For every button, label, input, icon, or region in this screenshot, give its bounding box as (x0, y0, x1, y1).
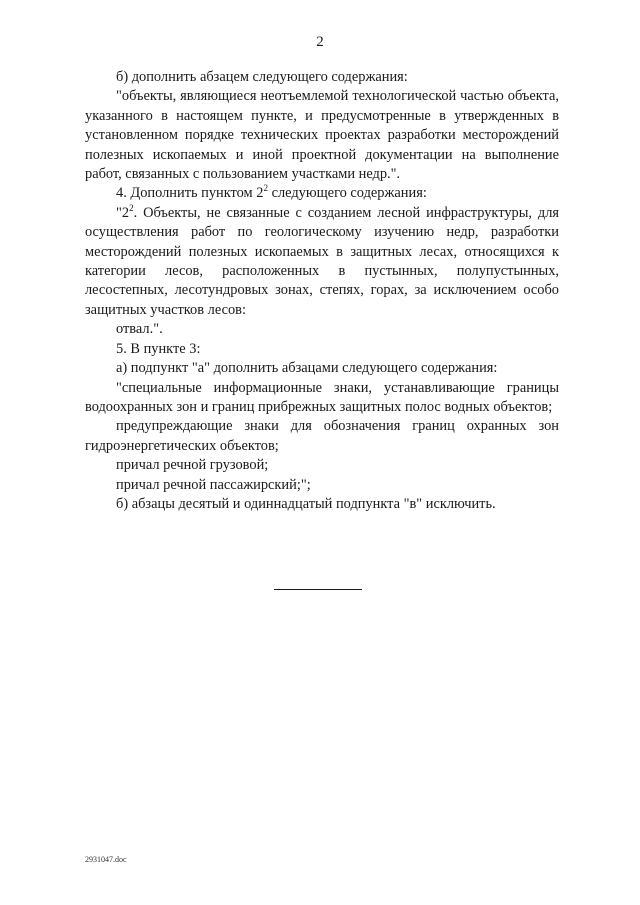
paragraph-item-5: 5. В пункте 3: (116, 340, 201, 357)
paragraph-item-4 (85, 184, 559, 203)
paragraph-b-intro: б) дополнить абзацем следующего содержания: (116, 69, 408, 85)
paragraph-a-intro: а) подпункт "а" дополнить абзацами следующего содержания: (116, 360, 498, 377)
superscript: 2 (263, 183, 268, 194)
paragraph-cargo-pier: причал речной грузовой; (116, 457, 269, 474)
paragraph-info-signs: "специальные информационные знаки, устанавливающие границы водоохранных зон и границ прибрежных защитных полос водных объектов; (85, 379, 559, 415)
document-body (85, 68, 559, 514)
paragraph-passenger-pier: причал речной пассажирский;"; (116, 476, 311, 493)
quote-2-2-text: . Объекты, не связанные с созданием лесной инфраструктуры, для осуществления работ по геологическому изучению недр, разработки месторождений полезных ископаемых в защитных лесах, относящихся к категории лесов, расположенных в пустынных, полупустынных, лесостепных, лесотундровых зонах, степях, горах, за исключением особо защитных участков лесов: (85, 204, 559, 318)
end-divider-line (274, 589, 362, 590)
paragraph-warning-signs: предупреждающие знаки для обозначения границ охранных зон гидроэнергетических объектов; (85, 418, 559, 454)
item-4-text: 4. Дополнить пунктом 2 (116, 185, 264, 202)
footer-filename: 2931047.doc (85, 855, 127, 864)
paragraph-otval: отвал.". (116, 321, 163, 338)
paragraph-b-exclude: б) абзацы десятый и одиннадцатый подпункта "в" исключить. (116, 495, 496, 512)
page-number: 2 (316, 34, 324, 50)
item-4-tail: следующего содержания: (267, 185, 427, 202)
paragraph-objects-quote: "объекты, являющиеся неотъемлемой технологической частью объекта, указанного в настоящем пункте, и предусмотренные в утвержденных в установленном порядке технических проектах разработки месторождений полезных ископаемых и иной проектной документации на выполнение работ, связанных с пользованием участками недр.". (85, 88, 559, 183)
quote-2-2-number: "2 (116, 204, 130, 221)
superscript: 2 (129, 203, 134, 214)
paragraph-2-2-quote (85, 204, 559, 320)
